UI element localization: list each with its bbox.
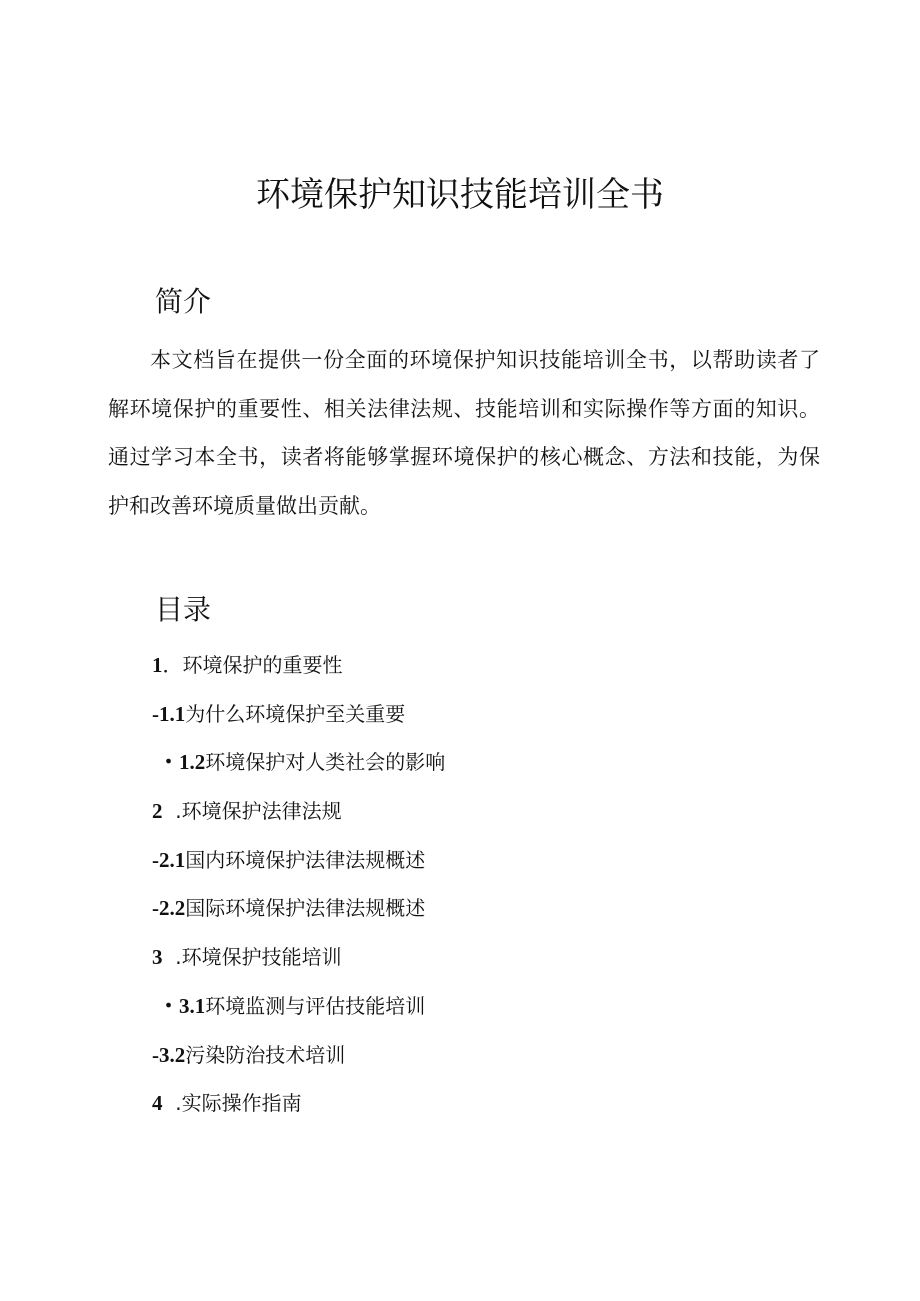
- toc-item-number: 1: [152, 653, 163, 677]
- toc-item-text: 环境保护对人类社会的影响: [205, 750, 446, 775]
- toc-item: [152, 884, 445, 933]
- toc-item-text: 国际环境保护法律法规概述: [185, 896, 426, 921]
- toc-item: [152, 738, 445, 787]
- toc-item-text: .环境保护技能培训: [162, 945, 342, 970]
- toc-item-number: ・3.1: [158, 993, 206, 1018]
- toc-item: [152, 641, 445, 690]
- toc-item-text: 国内环境保护法律法规概述: [185, 847, 426, 872]
- toc-item: [152, 690, 445, 739]
- intro-paragraph: 本文档旨在提供一份全面的环境保护知识技能培训全书，以帮助读者了解环境保护的重要性、相关法律法规、技能培训和实际操作等方面的知识。通过学习本全书，读者将能够掌握环境保护的核心概念、方法和技能，为保护和改善环境质量做出贡献。: [108, 348, 820, 518]
- toc-item-text: 为什么环境保护至关重要: [185, 701, 406, 726]
- toc-item-text: .环境保护法律法规: [162, 799, 342, 824]
- toc-item: [152, 787, 445, 836]
- toc-item: [152, 1079, 445, 1128]
- toc-item-number: 4: [152, 1091, 163, 1116]
- toc-item: [152, 836, 445, 885]
- toc-item-text: 环境监测与评估技能培训: [205, 993, 426, 1018]
- toc-item-number: 3: [152, 945, 163, 970]
- toc-item-text: 污染防治技术培训: [185, 1042, 346, 1067]
- toc-item-text: .实际操作指南: [162, 1091, 302, 1116]
- toc-item-number: -2.1: [152, 847, 186, 872]
- toc-heading: 目录: [155, 593, 212, 626]
- table-of-contents: [152, 641, 445, 1128]
- toc-item: [152, 933, 445, 982]
- toc-item: [152, 982, 445, 1031]
- toc-item-number: ・1.2: [158, 750, 206, 775]
- toc-item-number: -3.2: [152, 1042, 186, 1067]
- toc-item: [152, 1031, 445, 1080]
- intro-heading: 简介: [155, 285, 212, 318]
- toc-item-number: -2.2: [152, 896, 186, 921]
- toc-item-number: -1.1: [152, 701, 186, 726]
- page-title: 环境保护知识技能培训全书: [256, 175, 664, 215]
- toc-item-number: 2: [152, 799, 163, 824]
- toc-item-text: ．环境保护的重要性: [162, 653, 343, 677]
